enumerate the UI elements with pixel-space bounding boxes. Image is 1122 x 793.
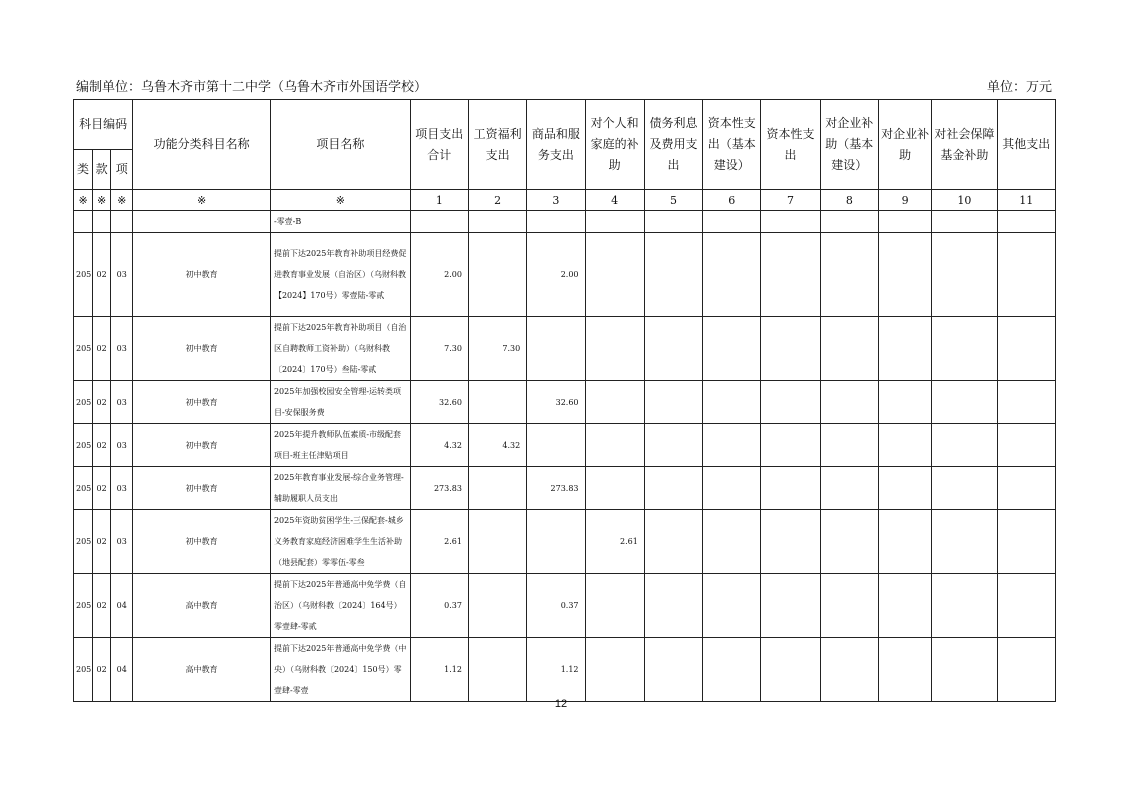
total-header: 项目支出合计 (410, 100, 468, 190)
index-cell: 8 (820, 190, 878, 211)
salary-cell (468, 233, 526, 317)
total-cell: 2.61 (410, 510, 468, 574)
index-cell: 3 (527, 190, 585, 211)
table-row (74, 638, 1056, 702)
goods-services-header: 商品和服务支出 (527, 100, 585, 190)
empty-cell (878, 510, 931, 574)
goods-services-cell: 0.37 (527, 574, 585, 638)
personal-subsidy-cell (585, 574, 644, 638)
personal-subsidy-cell (585, 317, 644, 381)
empty-cell (761, 381, 820, 424)
social-security-header: 对社会保障基金补助 (932, 100, 997, 190)
salary-cell (468, 510, 526, 574)
empty-cell (932, 233, 997, 317)
enterprise-header: 对企业补助 (878, 100, 931, 190)
personal-subsidy-cell (585, 424, 644, 467)
table-row (74, 424, 1056, 467)
debt-interest-header: 债务利息及费用支出 (644, 100, 702, 190)
empty-cell (820, 233, 878, 317)
empty-cell (644, 381, 702, 424)
kuan-cell: 02 (93, 574, 111, 638)
salary-cell (468, 381, 526, 424)
empty-cell (703, 510, 761, 574)
mark-cell: ※ (74, 190, 93, 211)
index-cell: 2 (468, 190, 526, 211)
lei-cell: 205 (74, 638, 93, 702)
lei-cell: 205 (74, 233, 93, 317)
empty-cell (820, 424, 878, 467)
empty-cell (997, 467, 1055, 510)
empty-cell (644, 467, 702, 510)
empty-cell (878, 317, 931, 381)
empty-cell (997, 424, 1055, 467)
salary-cell (468, 638, 526, 702)
empty-cell (761, 638, 820, 702)
empty-cell (703, 381, 761, 424)
empty-cell (932, 381, 997, 424)
xiang-cell: 04 (111, 574, 133, 638)
empty-cell (878, 574, 931, 638)
personal-subsidy-header: 对个人和家庭的补助 (585, 100, 644, 190)
project-name-cell: 提前下达2025年普通高中免学费（自治区）（乌财科教〔2024〕164号）零壹肆-零贰 (270, 574, 410, 638)
other-expense-header: 其他支出 (997, 100, 1055, 190)
empty-cell (761, 233, 820, 317)
empty-cell (932, 467, 997, 510)
empty-cell (703, 317, 761, 381)
table-row (74, 510, 1056, 574)
goods-services-cell: 273.83 (527, 467, 585, 510)
empty-cell (997, 317, 1055, 381)
function-name-cell: 初中教育 (133, 381, 271, 424)
empty-cell (644, 574, 702, 638)
page-number: 12 (554, 698, 568, 710)
empty-cell (644, 638, 702, 702)
empty-cell (878, 638, 931, 702)
xiang-cell: 03 (111, 424, 133, 467)
personal-subsidy-cell (585, 638, 644, 702)
project-expenditure-table (73, 99, 1056, 702)
xiang-cell: 04 (111, 638, 133, 702)
lei-cell: 205 (74, 381, 93, 424)
empty-cell (997, 381, 1055, 424)
xiang-cell: 03 (111, 317, 133, 381)
empty-cell (878, 424, 931, 467)
xiang-cell: 03 (111, 381, 133, 424)
continuation-row (74, 211, 1056, 233)
total-cell: 2.00 (410, 233, 468, 317)
project-name-cell: 2025年提升教师队伍素质-市级配套项目-班主任津贴项目 (270, 424, 410, 467)
lei-cell: 205 (74, 510, 93, 574)
lei-cell: 205 (74, 317, 93, 381)
empty-cell (820, 574, 878, 638)
xiang-cell: 03 (111, 233, 133, 317)
function-name-cell: 初中教育 (133, 467, 271, 510)
project-name-cell: 2025年资助贫困学生-三保配套-城乡义务教育家庭经济困难学生生活补助（地县配套）零零伍-零叁 (270, 510, 410, 574)
index-row (74, 190, 1056, 211)
index-cell: 1 (410, 190, 468, 211)
table-row (74, 317, 1056, 381)
empty-cell (820, 317, 878, 381)
empty-cell (820, 467, 878, 510)
function-name-cell: 初中教育 (133, 424, 271, 467)
continuation-text: -零壹-B (270, 211, 410, 233)
index-cell: 6 (703, 190, 761, 211)
salary-header: 工资福利支出 (468, 100, 526, 190)
empty-cell (878, 381, 931, 424)
empty-cell (932, 317, 997, 381)
index-cell: 11 (997, 190, 1055, 211)
empty-cell (997, 510, 1055, 574)
project-name-cell: 2025年加强校园安全管理-运转类项目-安保服务费 (270, 381, 410, 424)
empty-cell (932, 574, 997, 638)
function-name-cell: 初中教育 (133, 233, 271, 317)
total-cell: 1.12 (410, 638, 468, 702)
empty-cell (644, 424, 702, 467)
goods-services-cell (527, 510, 585, 574)
xiang-cell: 03 (111, 510, 133, 574)
kuan-cell: 02 (93, 381, 111, 424)
goods-services-cell (527, 317, 585, 381)
empty-cell (820, 510, 878, 574)
salary-cell (468, 574, 526, 638)
index-cell: 10 (932, 190, 997, 211)
table-row (74, 233, 1056, 317)
mark-cell: ※ (270, 190, 410, 211)
empty-cell (703, 467, 761, 510)
index-cell: 9 (878, 190, 931, 211)
kuan-cell: 02 (93, 638, 111, 702)
empty-cell (932, 424, 997, 467)
empty-cell (644, 510, 702, 574)
empty-cell (644, 317, 702, 381)
project-name-cell: 提前下达2025年教育补助项目经费促进教育事业发展（自治区）（乌财科教【2024】170号）零壹陆-零贰 (270, 233, 410, 317)
personal-subsidy-cell (585, 381, 644, 424)
table-row (74, 381, 1056, 424)
empty-cell (932, 638, 997, 702)
empty-cell (820, 638, 878, 702)
function-name-cell: 高中教育 (133, 638, 271, 702)
empty-cell (761, 574, 820, 638)
salary-cell: 4.32 (468, 424, 526, 467)
goods-services-cell (527, 424, 585, 467)
empty-cell (761, 424, 820, 467)
empty-cell (761, 510, 820, 574)
empty-cell (703, 574, 761, 638)
total-cell: 273.83 (410, 467, 468, 510)
function-name-cell: 初中教育 (133, 510, 271, 574)
total-cell: 7.30 (410, 317, 468, 381)
mark-cell: ※ (111, 190, 133, 211)
personal-subsidy-cell (585, 467, 644, 510)
empty-cell (761, 317, 820, 381)
empty-cell (997, 638, 1055, 702)
enterprise-basic-header: 对企业补助（基本建设） (820, 100, 878, 190)
project-name-cell: 2025年教育事业发展-综合业务管理-辅助履职人员支出 (270, 467, 410, 510)
goods-services-cell: 32.60 (527, 381, 585, 424)
index-cell: 4 (585, 190, 644, 211)
lei-cell: 205 (74, 467, 93, 510)
project-name-header: 项目名称 (270, 100, 410, 190)
xiang-cell: 03 (111, 467, 133, 510)
xiang-header: 项 (111, 150, 133, 190)
function-name-header: 功能分类科目名称 (133, 100, 271, 190)
total-cell: 0.37 (410, 574, 468, 638)
empty-cell (644, 233, 702, 317)
goods-services-cell: 2.00 (527, 233, 585, 317)
personal-subsidy-cell: 2.61 (585, 510, 644, 574)
function-name-cell: 高中教育 (133, 574, 271, 638)
subject-code-header: 科目编码 (74, 100, 133, 150)
mark-cell: ※ (133, 190, 271, 211)
kuan-cell: 02 (93, 510, 111, 574)
capital-header: 资本性支出 (761, 100, 820, 190)
lei-cell: 205 (74, 574, 93, 638)
empty-cell (820, 381, 878, 424)
empty-cell (997, 574, 1055, 638)
currency-unit: 单位：万元 (986, 80, 1052, 95)
total-cell: 4.32 (410, 424, 468, 467)
kuan-cell: 02 (93, 467, 111, 510)
salary-cell (468, 467, 526, 510)
empty-cell (878, 233, 931, 317)
kuan-header: 款 (93, 150, 111, 190)
empty-cell (703, 424, 761, 467)
empty-cell (703, 233, 761, 317)
capital-basic-header: 资本性支出（基本建设） (703, 100, 761, 190)
empty-cell (997, 233, 1055, 317)
personal-subsidy-cell (585, 233, 644, 317)
project-name-cell: 提前下达2025年教育补助项目（自治区自聘教师工资补助）（乌财科教〔2024〕170号）叁陆-零贰 (270, 317, 410, 381)
table-row (74, 574, 1056, 638)
compiling-unit: 编制单位：乌鲁木齐市第十二中学（乌鲁木齐市外国语学校） (76, 80, 428, 95)
table-row (74, 467, 1056, 510)
goods-services-cell: 1.12 (527, 638, 585, 702)
project-name-cell: 提前下达2025年普通高中免学费（中央）（乌财科教〔2024〕150号）零壹肆-零壹 (270, 638, 410, 702)
lei-header: 类 (74, 150, 93, 190)
empty-cell (703, 638, 761, 702)
index-cell: 5 (644, 190, 702, 211)
empty-cell (761, 467, 820, 510)
empty-cell (878, 467, 931, 510)
kuan-cell: 02 (93, 233, 111, 317)
empty-cell (932, 510, 997, 574)
kuan-cell: 02 (93, 317, 111, 381)
mark-cell: ※ (93, 190, 111, 211)
function-name-cell: 初中教育 (133, 317, 271, 381)
kuan-cell: 02 (93, 424, 111, 467)
total-cell: 32.60 (410, 381, 468, 424)
salary-cell: 7.30 (468, 317, 526, 381)
index-cell: 7 (761, 190, 820, 211)
lei-cell: 205 (74, 424, 93, 467)
